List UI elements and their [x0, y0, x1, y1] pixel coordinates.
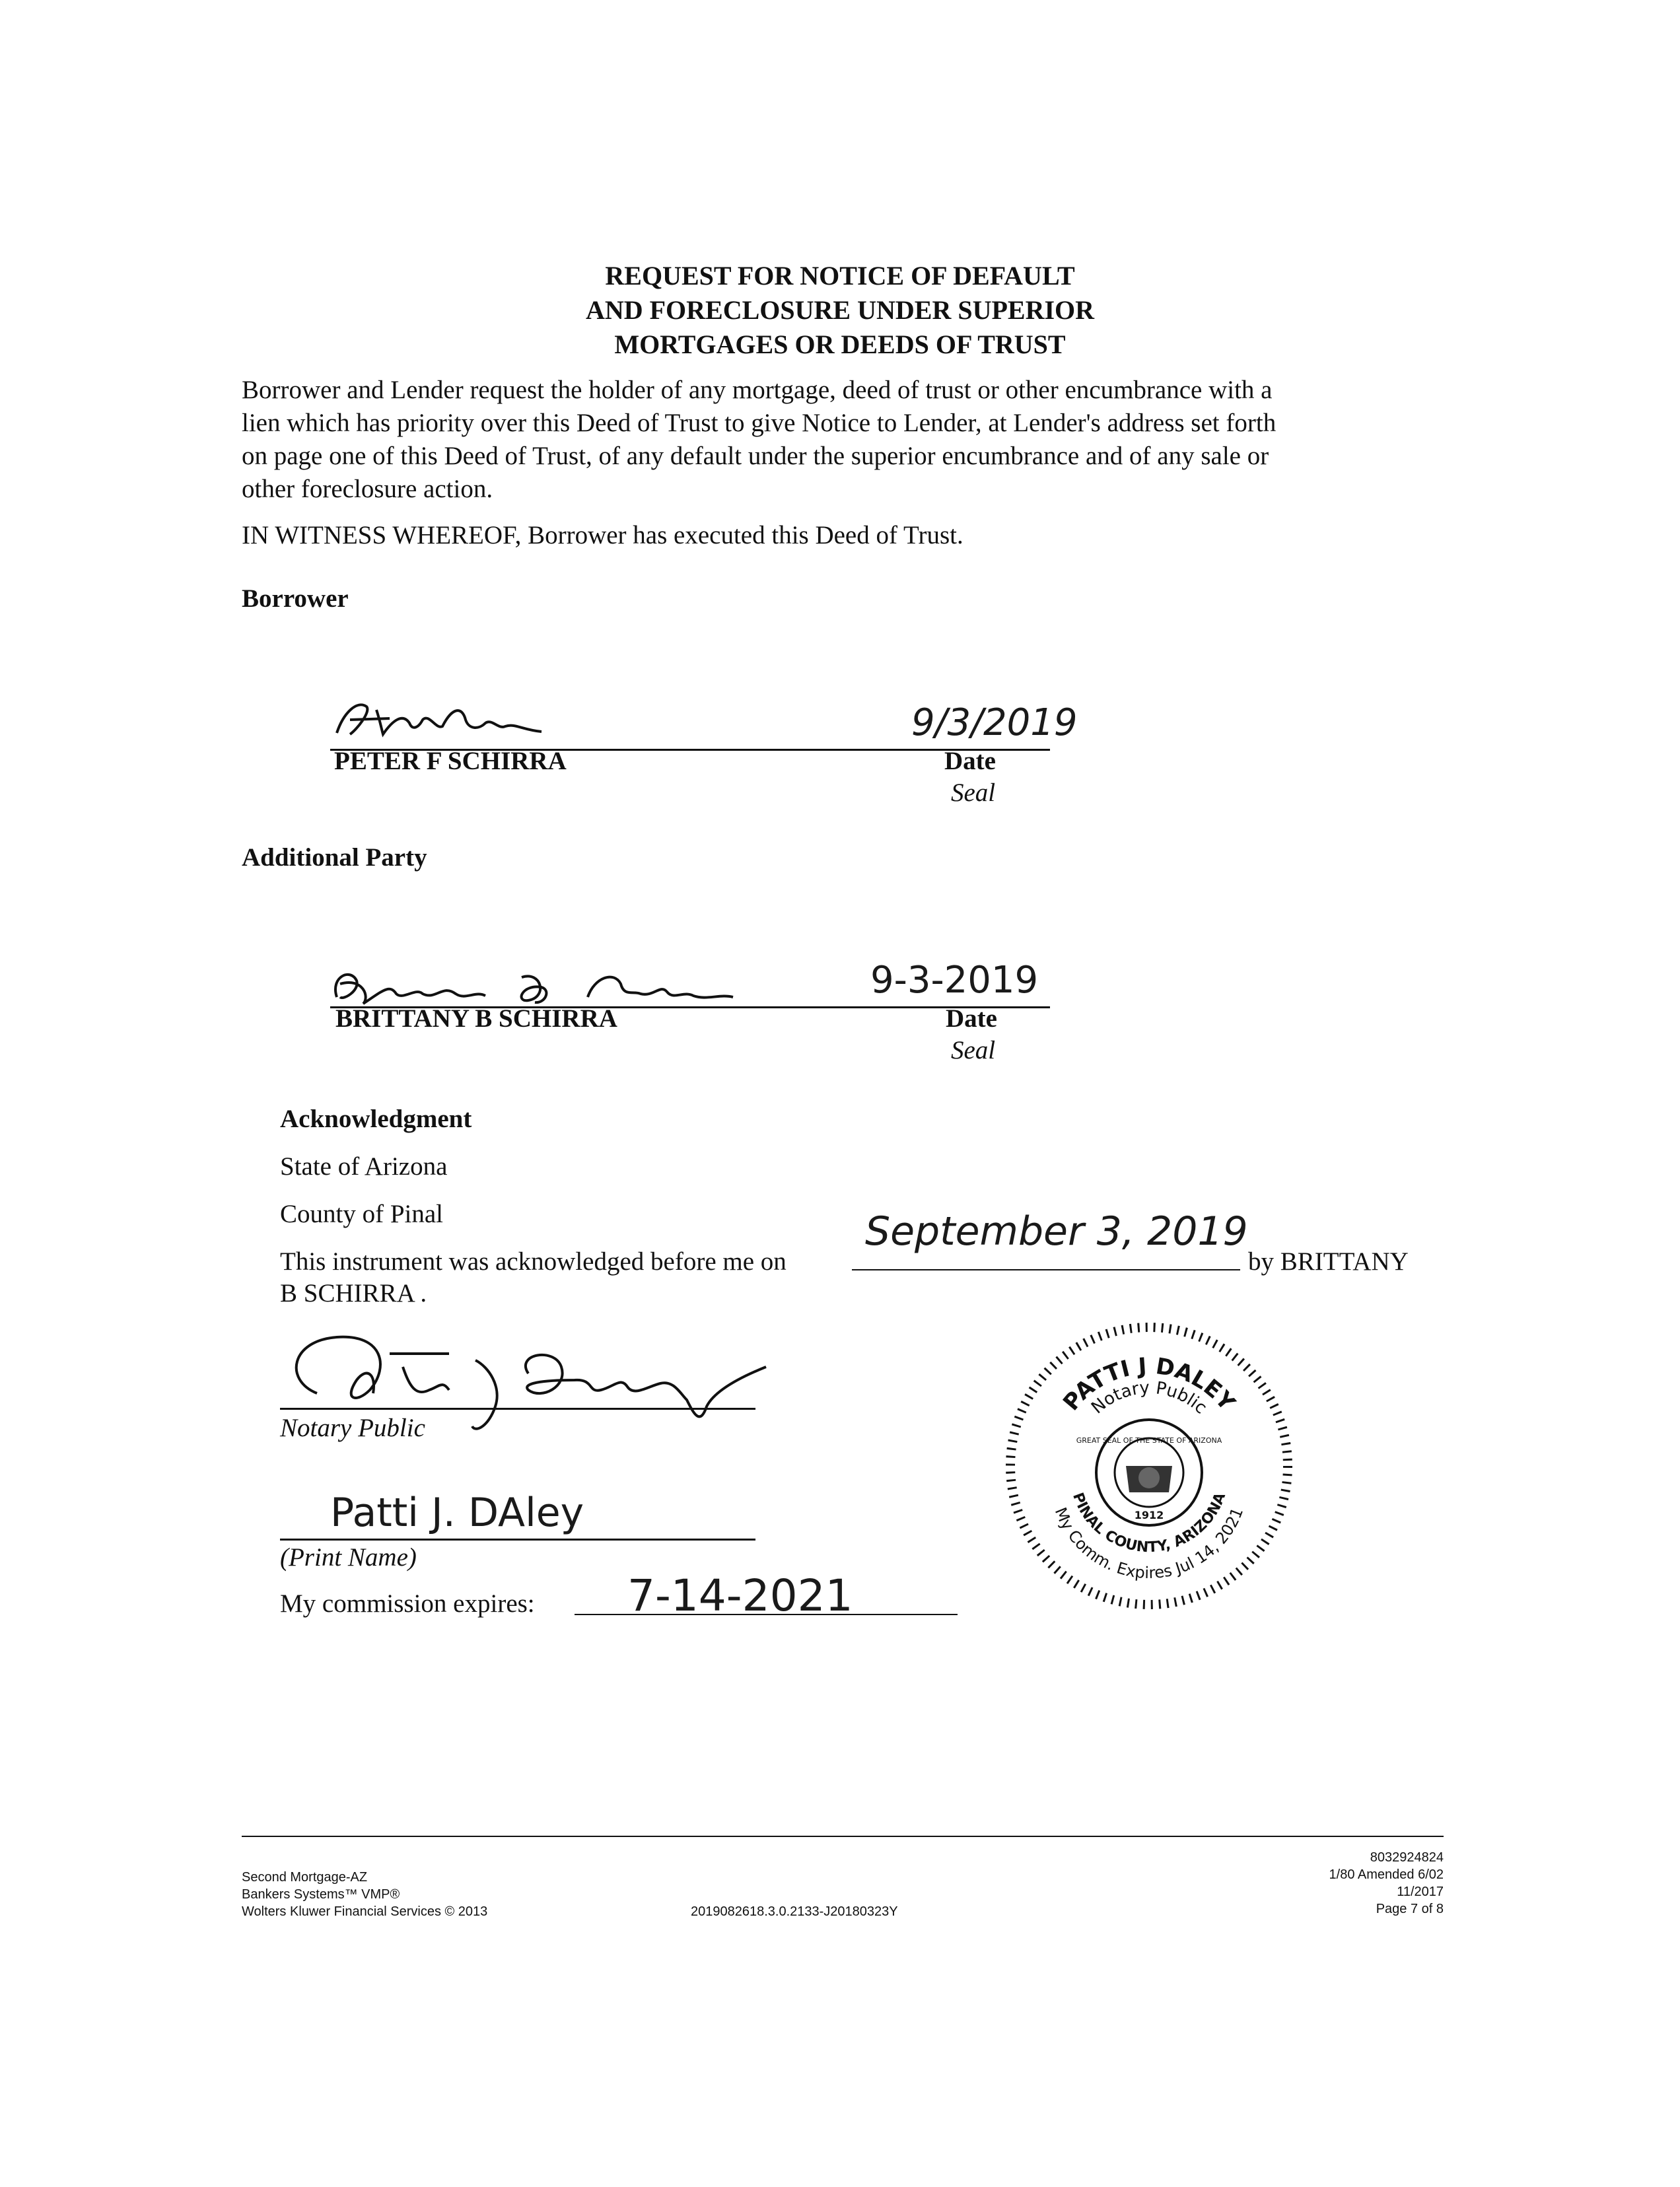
borrower-date-handwritten: 9/3/2019 — [911, 701, 1078, 744]
title-line: AND FORECLOSURE UNDER SUPERIOR — [585, 295, 1095, 325]
borrower-heading: Borrower — [242, 584, 349, 613]
footer-left — [242, 1869, 487, 1920]
seal-county: PINAL COUNTY, ARIZONA — [1068, 1490, 1230, 1556]
witness-statement: IN WITNESS WHEREOF, Borrower has executed this Deed of Trust. — [242, 521, 963, 549]
notary-signature-line — [280, 1408, 755, 1410]
additional-party-heading: Additional Party — [242, 843, 427, 872]
title-line: REQUEST FOR NOTICE OF DEFAULT — [605, 261, 1075, 291]
acknowledgment-heading: Acknowledgment — [280, 1105, 472, 1133]
request-paragraph — [242, 374, 1430, 506]
print-name-label: (Print Name) — [280, 1543, 417, 1572]
notary-seal-stamp-icon — [991, 1307, 1308, 1624]
paragraph-line: other foreclosure action. — [242, 475, 493, 503]
title-line: MORTGAGES OR DEEDS OF TRUST — [614, 330, 1066, 359]
footer-divider — [242, 1836, 1444, 1837]
print-name-handwritten: Patti J. DAley — [330, 1490, 584, 1536]
document-title — [0, 259, 1680, 362]
borrower-date-label: Date — [944, 747, 996, 775]
footer-right-line: Page 7 of 8 — [1376, 1902, 1444, 1916]
borrower-name: PETER F SCHIRRA — [334, 747, 567, 775]
paragraph-line: Borrower and Lender request the holder of any mortgage, deed of trust or other encumbrance with a — [242, 376, 1273, 404]
borrower-seal-label: Seal — [951, 779, 996, 807]
additional-party-date-handwritten: 9-3-2019 — [870, 959, 1039, 1002]
additional-party-date-label: Date — [946, 1004, 997, 1033]
acknowledgment-state: State of Arizona — [280, 1152, 448, 1181]
notary-public-label: Notary Public — [280, 1414, 425, 1442]
seal-title: Notary Public — [1088, 1377, 1211, 1418]
seal-year: 1912 — [1134, 1509, 1164, 1521]
footer-left-line: Wolters Kluwer Financial Services © 2013 — [242, 1904, 488, 1919]
paragraph-line: lien which has priority over this Deed of Trust to give Notice to Lender, at Lender's address set forth — [242, 409, 1277, 437]
acknowledgment-instrument-by: by BRITTANY — [1248, 1247, 1409, 1276]
acknowledgment-county: County of Pinal — [280, 1200, 444, 1228]
acknowledgment-instrument-name: B SCHIRRA . — [280, 1279, 427, 1307]
additional-party-name: BRITTANY B SCHIRRA — [335, 1004, 617, 1033]
commission-expires-label: My commission expires: — [280, 1589, 535, 1618]
acknowledgment-date-handwritten: September 3, 2019 — [865, 1208, 1248, 1255]
footer-right-line: 11/2017 — [1397, 1885, 1444, 1899]
footer-right-line: 1/80 Amended 6/02 — [1329, 1867, 1444, 1882]
paragraph-line: on page one of this Deed of Trust, of any default under the superior encumbrance and of any sale or — [242, 442, 1269, 470]
footer-left-line: Second Mortgage-AZ — [242, 1870, 368, 1885]
seal-inner-text: GREAT SEAL OF THE STATE OF ARIZONA — [1076, 1436, 1222, 1445]
seal-name: PATTI J DALEY — [1058, 1352, 1240, 1416]
seal-expires: My Comm. Expires Jul 14, 2021 — [1051, 1504, 1247, 1583]
borrower-signature-image — [330, 693, 555, 746]
additional-party-seal-label: Seal — [951, 1036, 996, 1064]
footer-right — [1179, 1849, 1444, 1918]
commission-expires-handwritten: 7-14-2021 — [627, 1570, 853, 1621]
print-name-line — [280, 1539, 755, 1541]
acknowledgment-instrument-prefix: This instrument was acknowledged before me on — [280, 1247, 787, 1276]
footer-left-line: Bankers Systems™ VMP® — [242, 1887, 400, 1902]
footer-center: 2019082618.3.0.2133-J20180323Y — [691, 1904, 898, 1919]
acknowledgment-date-line — [852, 1269, 1240, 1270]
footer-right-line: 8032924824 — [1370, 1850, 1444, 1865]
